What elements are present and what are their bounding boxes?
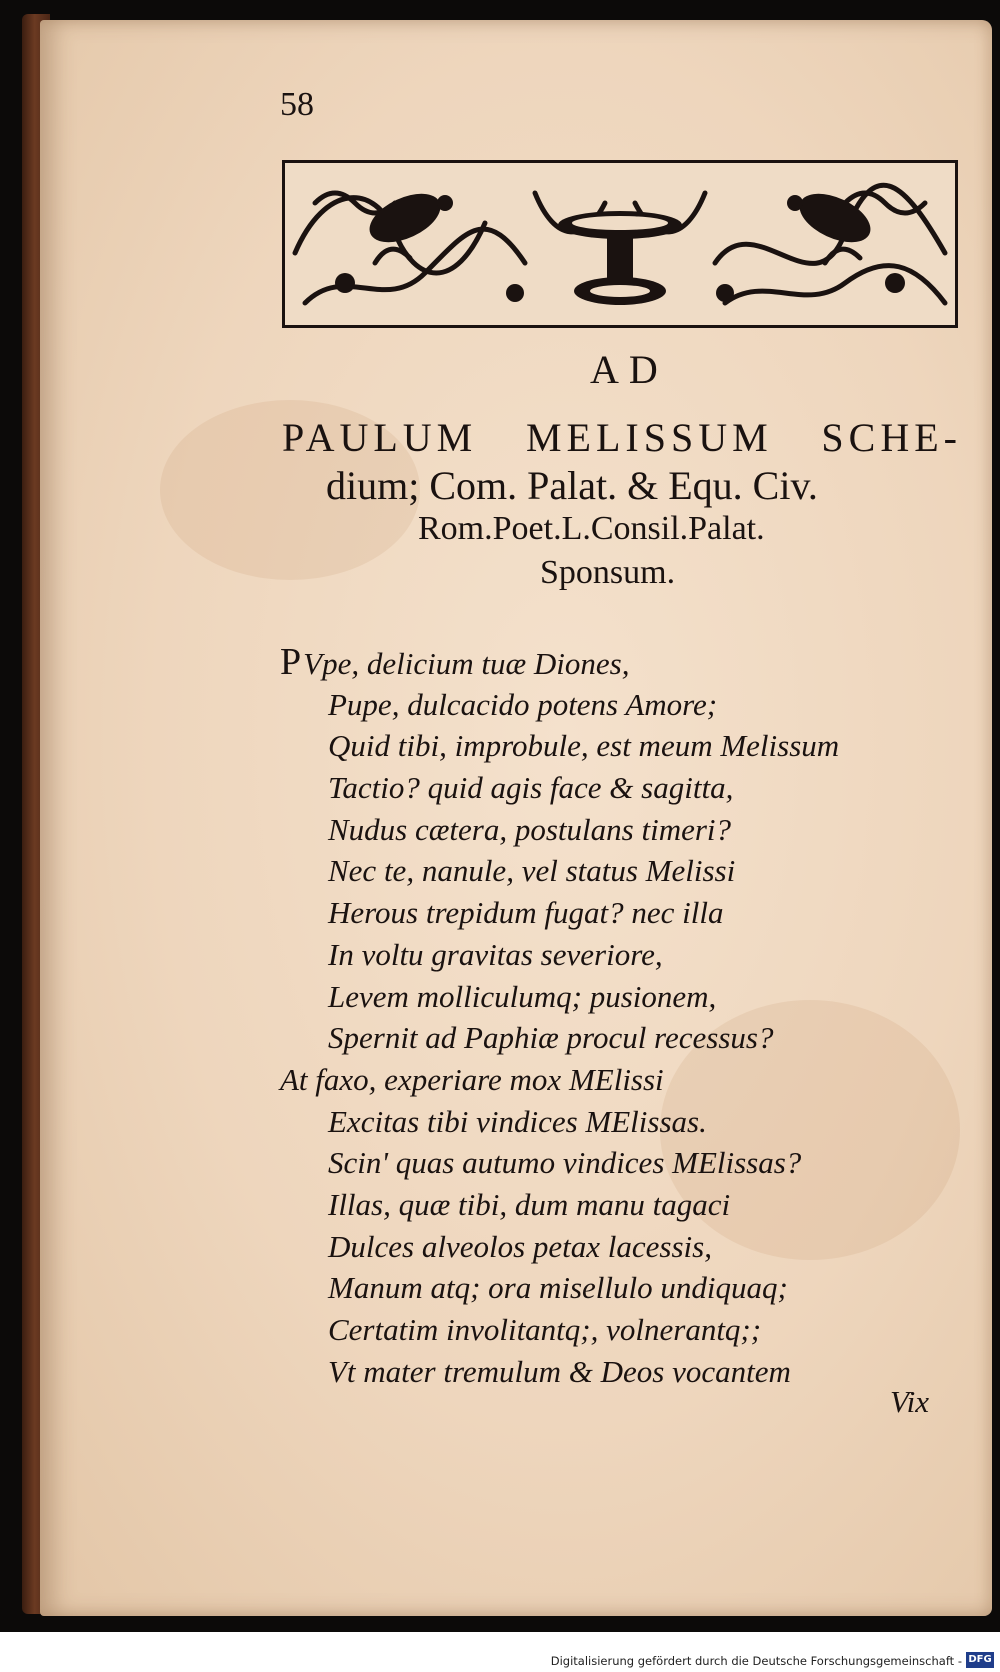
verse-line: Levem molliculumq; pusionem, — [328, 978, 717, 1014]
heading-sponsum-line: Sponsum. — [540, 554, 676, 591]
verse-line: Nec te, nanule, vel status Melissi — [328, 853, 736, 889]
heading-titles-line: Rom.Poet.L.Consil.Palat. — [418, 510, 765, 547]
dfg-logo-icon: DFG — [966, 1652, 994, 1668]
verse-line: Excitas tibi vindices MElissas. — [328, 1103, 707, 1139]
verse-line — [280, 642, 960, 684]
verse-line: Certatim involitantq;, volnerantq;; — [328, 1312, 762, 1347]
verse-text: Vpe, delicium tuæ Diones, — [303, 646, 630, 681]
verse-line: Illas, quæ tibi, dum manu tagaci — [328, 1186, 731, 1222]
verse-line: Nudus cætera, postulans timeri? — [328, 811, 732, 847]
poem — [280, 642, 960, 1392]
verse-line: At faxo, experiare mox MElissi — [280, 1061, 664, 1097]
floral-headpiece-icon — [282, 160, 958, 328]
catchword: Vix — [890, 1384, 930, 1419]
verse-line: Scin' quas autumo vindices MElissas? — [328, 1145, 802, 1181]
heading-titles-line: dium; Com. Palat. & Equ. Civ. — [326, 463, 818, 508]
funding-credit: Digitalisierung gefördert durch die Deutsche Forschungsgemeinschaft - — [550, 1654, 962, 1668]
drop-cap: P — [280, 641, 302, 683]
heading-dedicatee-line: PAULUM MELISSUM SCHE- — [282, 415, 962, 460]
page-number: 58 — [280, 86, 314, 123]
verse-line: Vt mater tremulum & Deos vocantem — [328, 1353, 791, 1389]
verse-line: Spernit ad Paphiæ procul recessus? — [328, 1020, 774, 1056]
verse-line: Dulces alveolos petax lacessis, — [328, 1228, 712, 1264]
verse-line: Pupe, dulcacido potens Amore; — [328, 686, 718, 722]
verse-line: Tactio? quid agis face & sagitta, — [328, 770, 734, 806]
verse-line: Manum atq; ora misellulo undiquaq; — [328, 1270, 788, 1306]
verse-line: In voltu gravitas severiore, — [328, 936, 663, 972]
verse-line: Herous trepidum fugat? nec illa — [328, 895, 724, 931]
verse-line: Quid tibi, improbule, est meum Melissum — [328, 728, 840, 764]
heading-ad: AD — [590, 347, 668, 392]
